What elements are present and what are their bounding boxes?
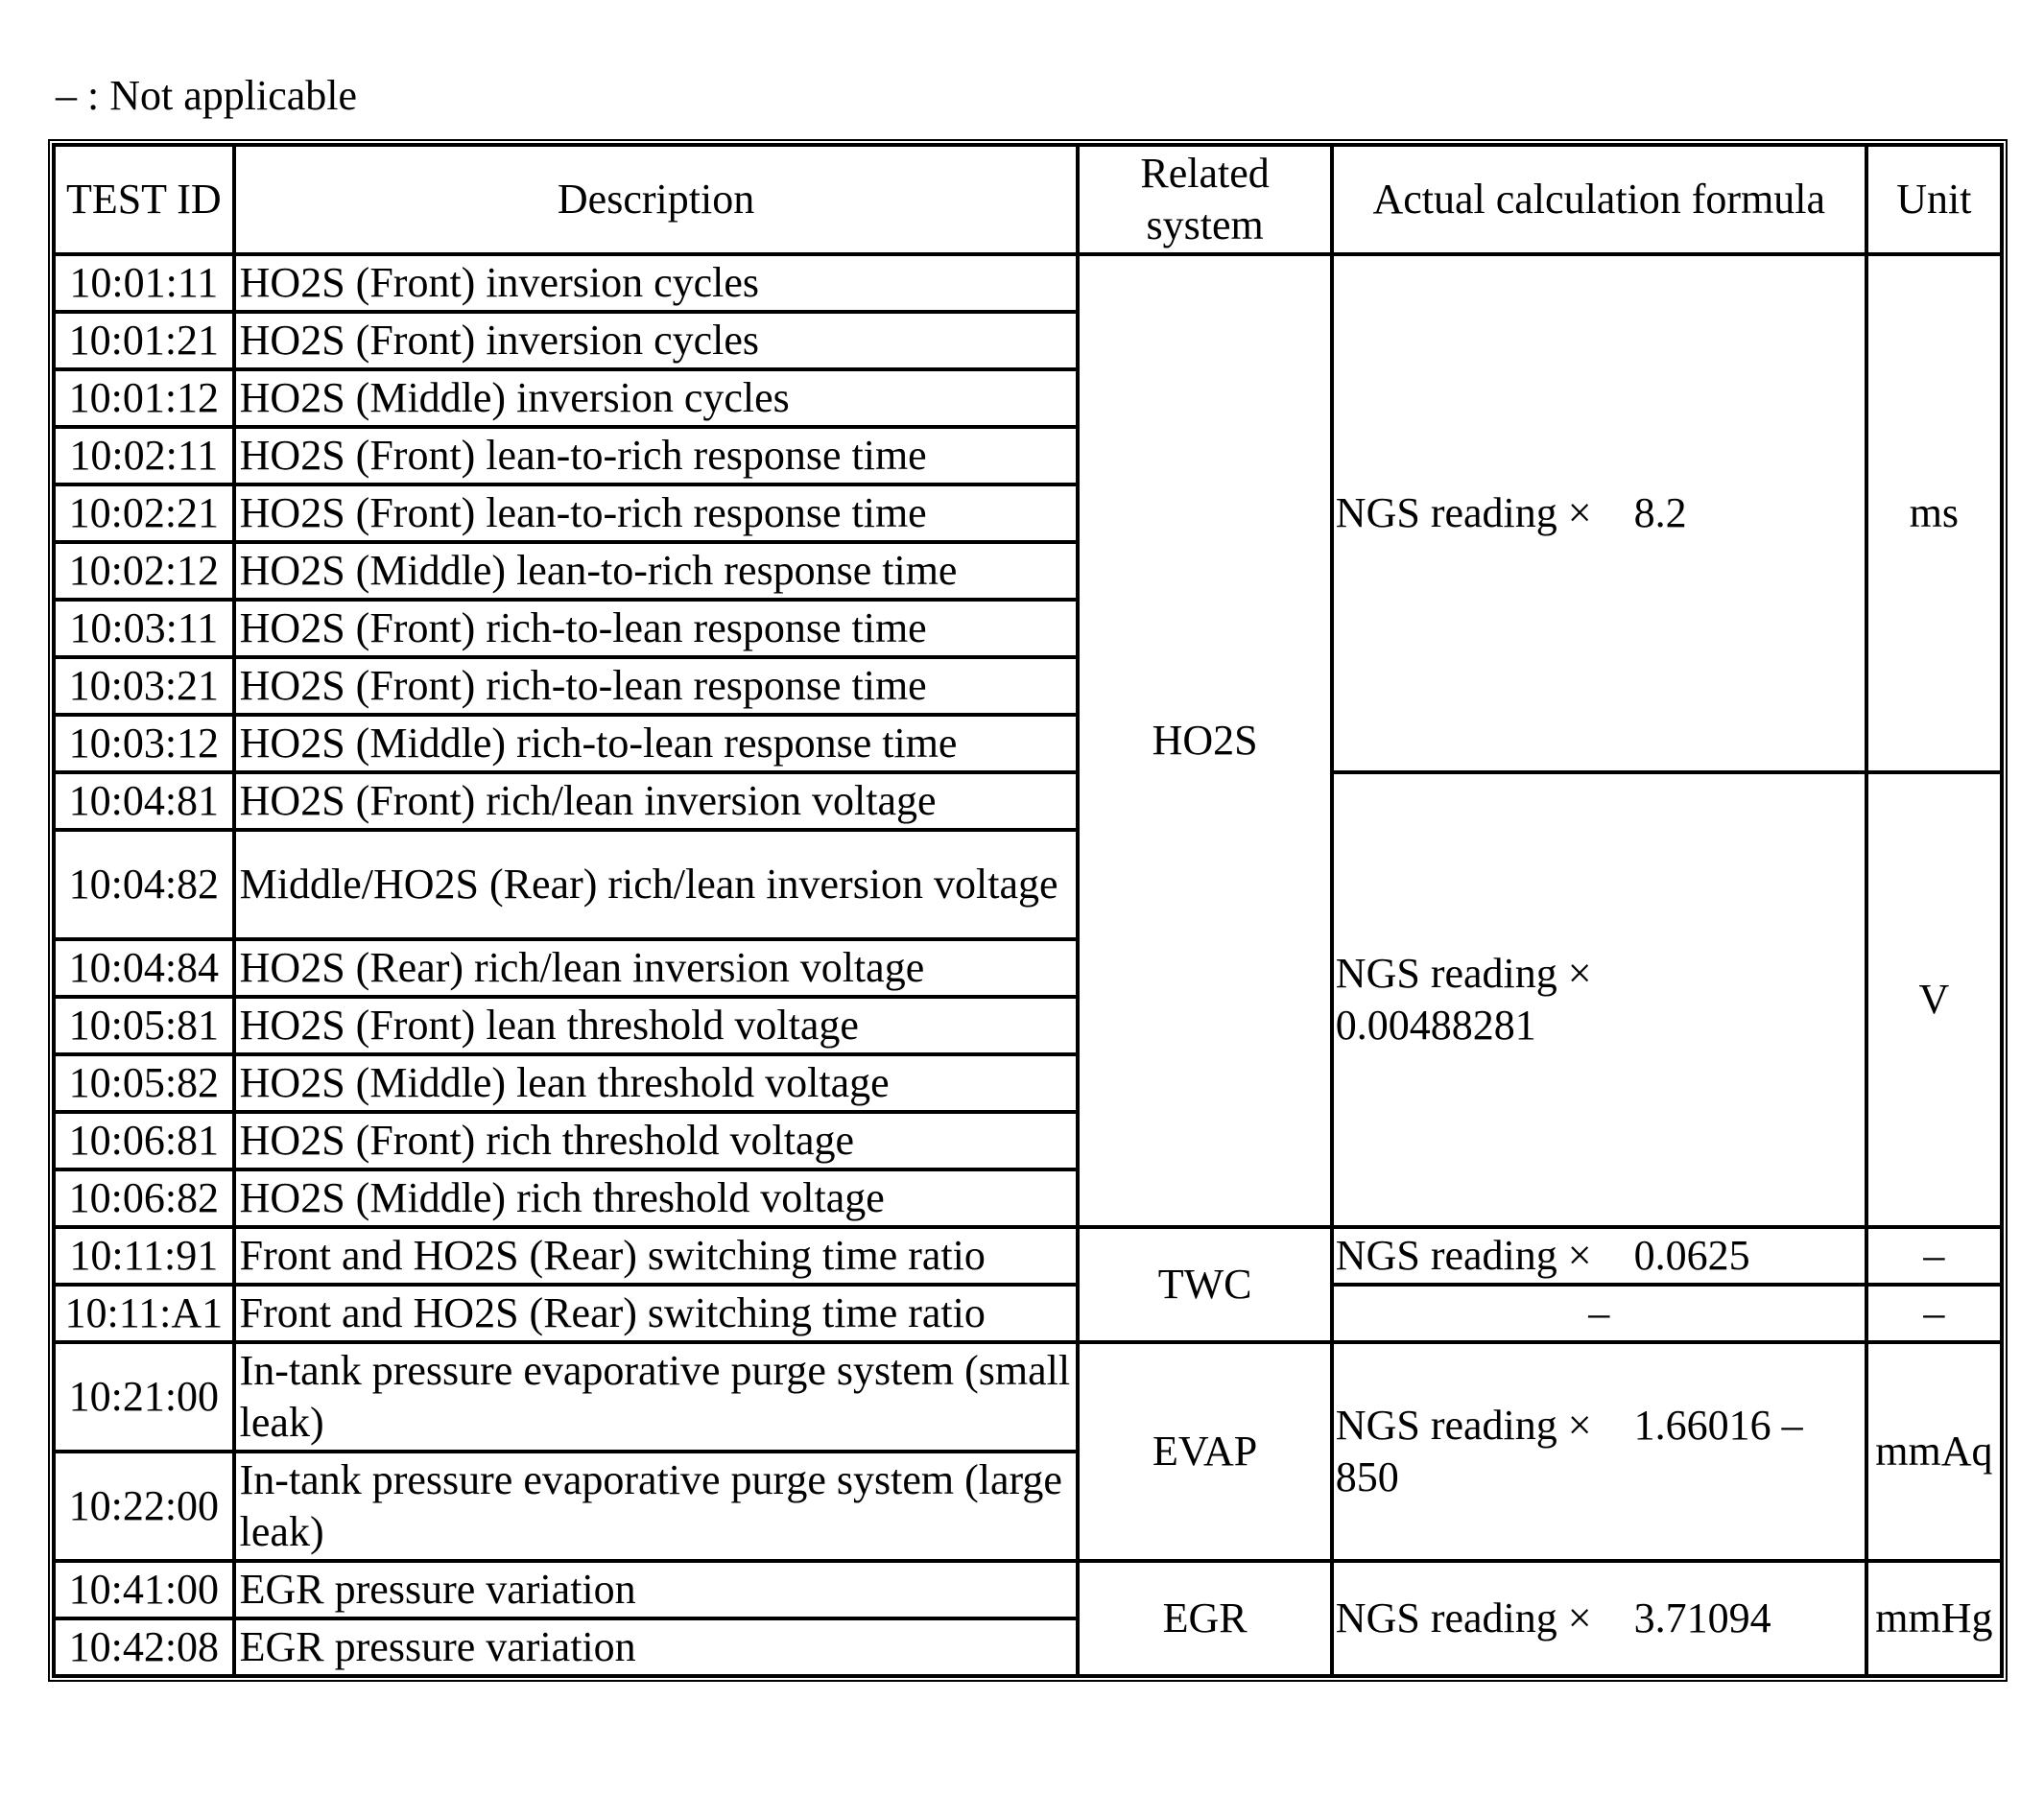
header-unit: Unit [1866, 145, 2002, 254]
unit-egr: mmHg [1866, 1561, 2002, 1676]
description-cell: Middle/HO2S (Rear) rich/lean inversion voltage [234, 830, 1079, 939]
test-id-cell: 10:04:81 [54, 772, 234, 830]
test-id-cell: 10:03:11 [54, 600, 234, 657]
test-id-cell: 10:41:00 [54, 1561, 234, 1618]
test-id-cell: 10:06:82 [54, 1169, 234, 1227]
test-id-cell: 10:42:08 [54, 1618, 234, 1676]
description-cell: In-tank pressure evaporative purge system (small leak) [234, 1342, 1079, 1452]
description-cell: HO2S (Front) lean-to-rich response time [234, 484, 1079, 542]
description-cell: Front and HO2S (Rear) switching time ratio [234, 1285, 1079, 1342]
test-id-cell: 10:01:12 [54, 369, 234, 427]
description-cell: HO2S (Front) rich-to-lean response time [234, 600, 1079, 657]
table-row [54, 1561, 2002, 1618]
test-results-table [52, 143, 2004, 1678]
description-cell: EGR pressure variation [234, 1561, 1079, 1618]
description-cell: In-tank pressure evaporative purge system (large leak) [234, 1452, 1079, 1561]
formula-evap-line2: 850 [1335, 1453, 1399, 1500]
test-id-cell: 10:05:82 [54, 1054, 234, 1112]
description-cell: HO2S (Front) inversion cycles [234, 312, 1079, 369]
test-id-cell: 10:01:11 [54, 254, 234, 312]
description-cell: HO2S (Middle) inversion cycles [234, 369, 1079, 427]
related-system-evap: EVAP [1078, 1342, 1331, 1561]
test-id-cell: 10:03:21 [54, 657, 234, 715]
test-id-cell: 10:03:12 [54, 715, 234, 772]
related-system-ho2s: HO2S [1078, 254, 1331, 1227]
description-cell: HO2S (Front) rich threshold voltage [234, 1112, 1079, 1169]
test-results-table-wrapper [52, 143, 2004, 1678]
related-system-egr: EGR [1078, 1561, 1331, 1676]
formula-ms [1332, 254, 1866, 772]
not-applicable-note: – : Not applicable [56, 72, 358, 119]
formula-v-line1: NGS reading × [1335, 950, 1592, 997]
test-id-cell: 10:05:81 [54, 997, 234, 1054]
formula-egr-line1: NGS reading × 3.71094 [1335, 1594, 1771, 1641]
table-header-row [54, 145, 2002, 254]
formula-twc-2-line1: – [1588, 1289, 1610, 1336]
unit-ms: ms [1866, 254, 2002, 772]
description-cell: HO2S (Middle) rich-to-lean response time [234, 715, 1079, 772]
unit-twc-2: – [1866, 1285, 2002, 1342]
table-row [54, 1227, 2002, 1285]
formula-evap [1332, 1342, 1866, 1561]
formula-twc-1-line1: NGS reading × 0.0625 [1335, 1232, 1750, 1279]
test-id-cell: 10:11:91 [54, 1227, 234, 1285]
table-row [54, 1285, 2002, 1342]
formula-ms-line1: NGS reading × 8.2 [1335, 489, 1687, 536]
table-row [54, 772, 2002, 830]
test-id-cell: 10:04:82 [54, 830, 234, 939]
unit-v: V [1866, 772, 2002, 1227]
table-row [54, 254, 2002, 312]
test-id-cell: 10:06:81 [54, 1112, 234, 1169]
header-formula: Actual calculation formula [1332, 145, 1866, 254]
unit-twc-1: – [1866, 1227, 2002, 1285]
header-description: Description [234, 145, 1079, 254]
test-id-cell: 10:04:84 [54, 939, 234, 997]
header-test-id: TEST ID [54, 145, 234, 254]
test-id-cell: 10:22:00 [54, 1452, 234, 1561]
test-id-cell: 10:21:00 [54, 1342, 234, 1452]
description-cell: HO2S (Front) lean-to-rich response time [234, 427, 1079, 484]
test-id-cell: 10:02:12 [54, 542, 234, 600]
description-cell: HO2S (Middle) lean-to-rich response time [234, 542, 1079, 600]
test-id-cell: 10:01:21 [54, 312, 234, 369]
description-cell: HO2S (Front) rich-to-lean response time [234, 657, 1079, 715]
header-related-system: Related system [1078, 145, 1331, 254]
description-cell: HO2S (Rear) rich/lean inversion voltage [234, 939, 1079, 997]
description-cell: HO2S (Front) inversion cycles [234, 254, 1079, 312]
description-cell: HO2S (Front) lean threshold voltage [234, 997, 1079, 1054]
formula-evap-line1: NGS reading × 1.66016 – [1335, 1402, 1803, 1449]
related-system-twc: TWC [1078, 1227, 1331, 1342]
unit-evap: mmAq [1866, 1342, 2002, 1561]
description-cell: EGR pressure variation [234, 1618, 1079, 1676]
test-id-cell: 10:02:21 [54, 484, 234, 542]
formula-egr [1332, 1561, 1866, 1676]
formula-v [1332, 772, 1866, 1227]
description-cell: Front and HO2S (Rear) switching time ratio [234, 1227, 1079, 1285]
formula-twc-1 [1332, 1227, 1866, 1285]
formula-twc-2 [1332, 1285, 1866, 1342]
test-id-cell: 10:11:A1 [54, 1285, 234, 1342]
formula-v-line2: 0.00488281 [1335, 1002, 1536, 1049]
description-cell: HO2S (Front) rich/lean inversion voltage [234, 772, 1079, 830]
test-id-cell: 10:02:11 [54, 427, 234, 484]
description-cell: HO2S (Middle) lean threshold voltage [234, 1054, 1079, 1112]
description-cell: HO2S (Middle) rich threshold voltage [234, 1169, 1079, 1227]
table-row [54, 1342, 2002, 1452]
